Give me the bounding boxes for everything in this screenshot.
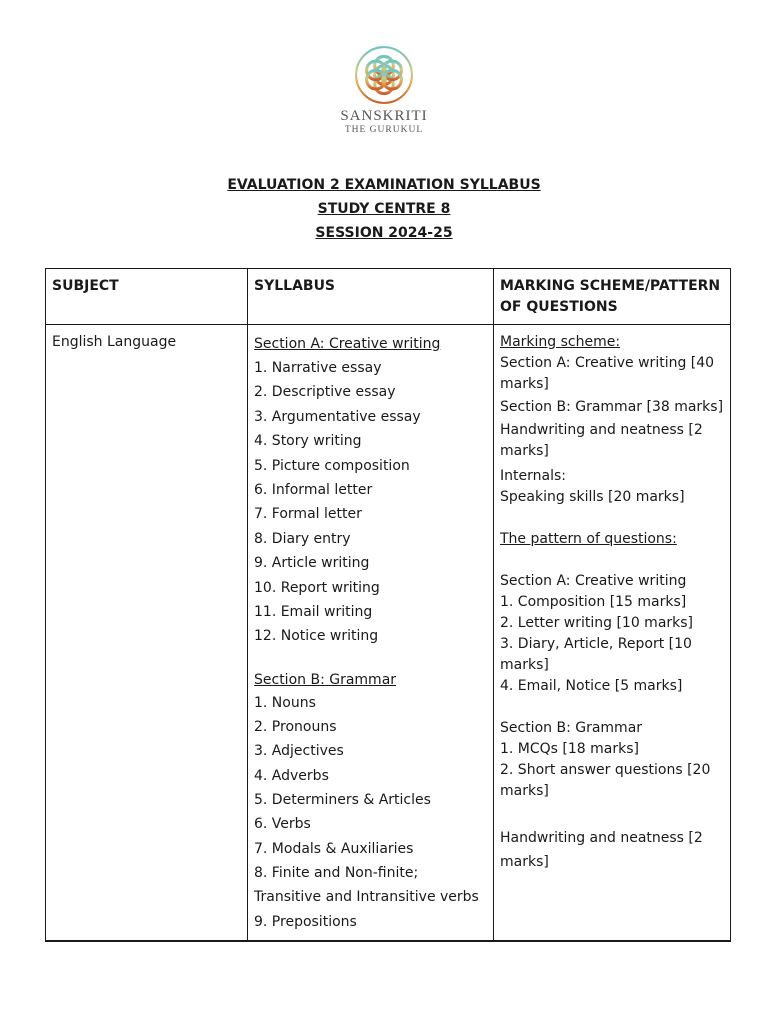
header-syllabus: SYLLABUS [248,269,494,325]
section-a-title: Section A: Creative writing [254,336,441,352]
list-item: 3. Adjectives [254,743,344,760]
list-item: 5. Picture composition [254,457,410,474]
list-item: 6. Informal letter [254,482,373,499]
list-item: 4. Story writing [254,433,362,450]
marking-cell [494,325,731,941]
list-item: 4. Adverbs [254,767,329,784]
header-subject: SUBJECT [46,269,248,325]
brand-name: SANSKRITI [340,108,428,124]
marking-scheme-title: Marking scheme: [500,334,621,350]
list-item: 6. Verbs [254,816,311,833]
pattern-section-b-title: Section B: Grammar [500,720,643,736]
marking-item: Section A: Creative writing [40 marks] [500,355,715,392]
list-item: Transitive and Intransitive verbs [254,889,479,906]
pattern-item: 2. Letter writing [10 marks] [500,615,694,631]
flower-of-life-icon [353,44,415,106]
table-row [46,325,731,941]
list-item: 7. Formal letter [254,506,362,523]
syllabus-cell [248,325,494,941]
list-item: 9. Article writing [254,555,370,572]
syllabus-table [45,268,731,942]
list-item: 12. Notice writing [254,628,379,645]
pattern-item: 4. Email, Notice [5 marks] [500,678,683,694]
document-headings [0,173,768,245]
marking-item: Section B: Grammar [38 marks] [500,399,724,415]
list-item: 2. Pronouns [254,719,337,736]
pattern-item: 1. Composition [15 marks] [500,594,687,610]
list-item: 1. Nouns [254,694,316,711]
session: SESSION 2024-25 [315,225,453,241]
list-item: 1. Narrative essay [254,360,382,376]
list-item: 11. Email writing [254,604,373,621]
list-item: 8. Finite and Non-finite; [254,864,419,881]
section-b-title: Section B: Grammar [254,671,397,688]
pattern-section-a-title: Section A: Creative writing [500,573,687,589]
list-item: 8. Diary entry [254,530,351,547]
pattern-item: 2. Short answer questions [20 marks] [500,762,711,799]
pattern-item: 3. Diary, Article, Report [10 marks] [500,636,692,673]
marking-item: Handwriting and neatness [2 marks] [500,422,703,459]
header-marking: MARKING SCHEME/PATTERN OF QUESTIONS [494,269,731,325]
internals-title: Internals: [500,468,566,484]
list-item: 10. Report writing [254,579,380,596]
list-item: 5. Determiners & Articles [254,792,431,809]
brand-tagline: THE GURUKUL [344,125,424,135]
handwriting-item: Handwriting and neatness [2 marks] [500,830,703,870]
subject-cell [46,325,248,941]
internals-item: Speaking skills [20 marks] [500,489,685,505]
pattern-item: 1. MCQs [18 marks] [500,741,639,757]
list-item: 3. Argumentative essay [254,408,421,425]
subject-name: English Language [52,334,177,350]
document-title: EVALUATION 2 EXAMINATION SYLLABUS [227,177,541,193]
study-centre: STUDY CENTRE 8 [317,201,451,217]
list-item: 2. Descriptive essay [254,384,396,401]
list-item: 9. Prepositions [254,913,357,930]
header-row [46,269,731,325]
pattern-title: The pattern of questions: [500,531,677,547]
school-logo [0,44,768,135]
list-item: 7. Modals & Auxiliaries [254,840,414,857]
